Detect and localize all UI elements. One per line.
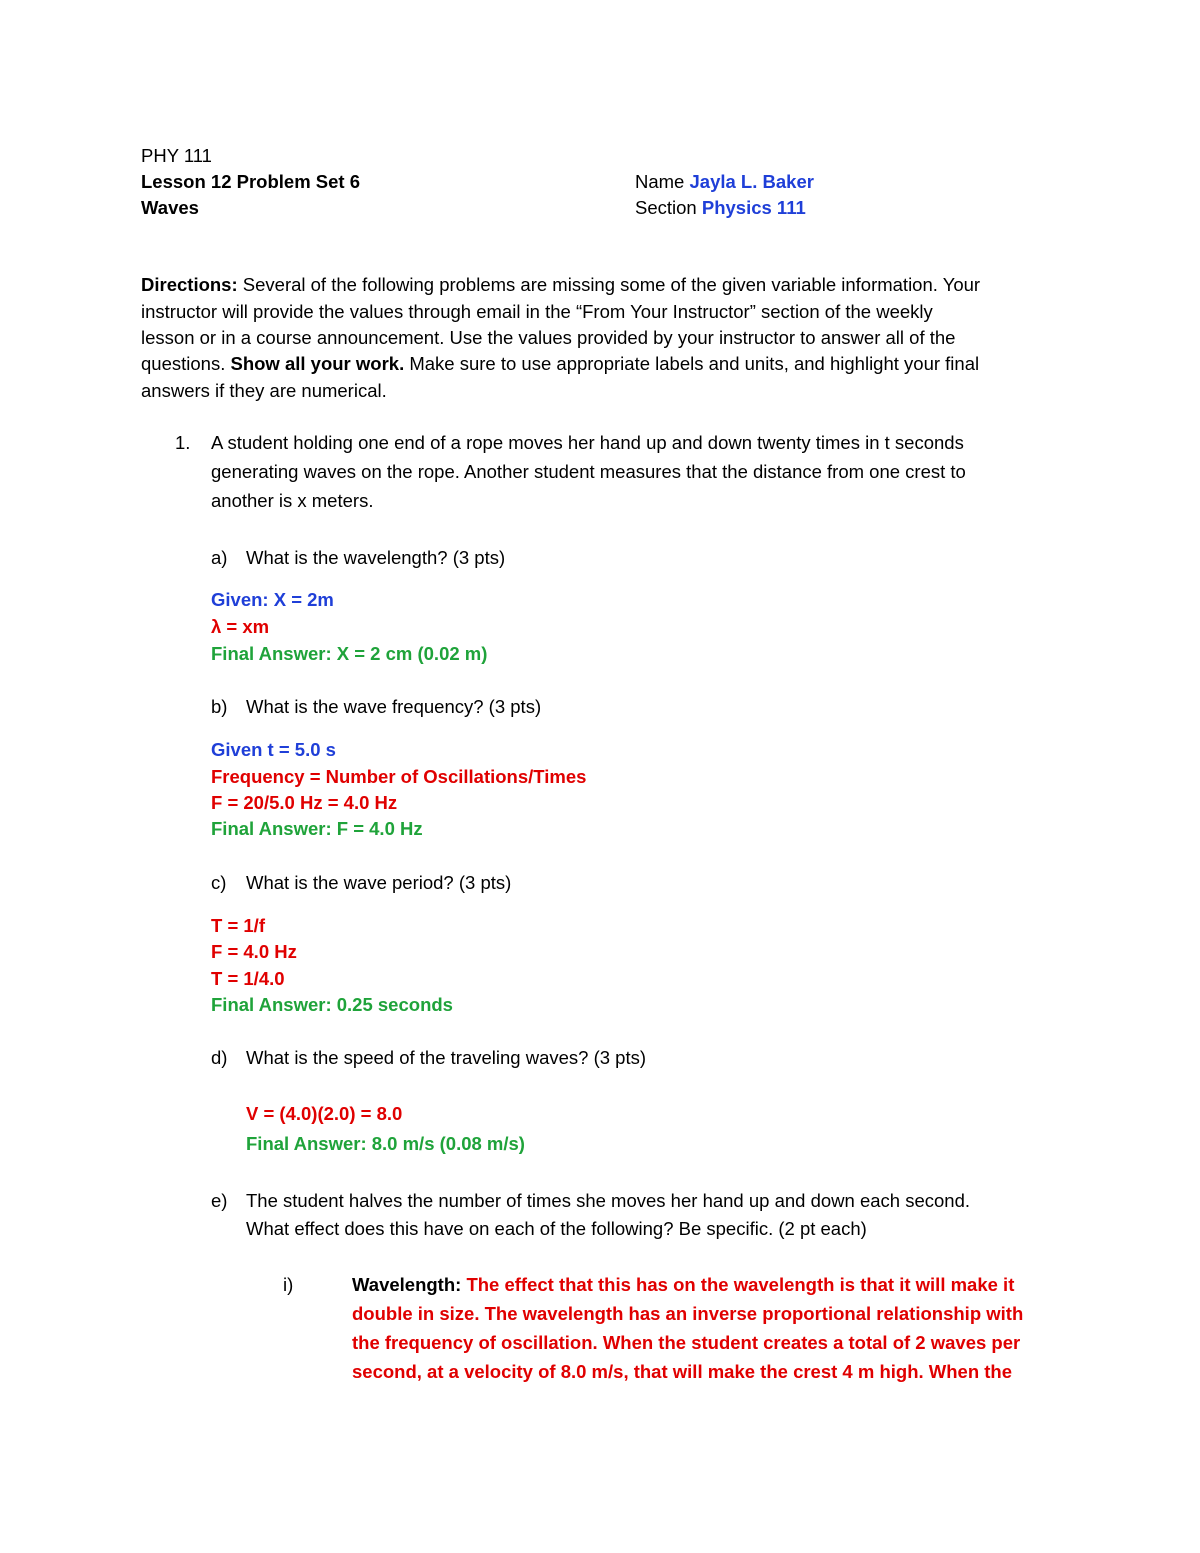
name-label: Name — [635, 171, 685, 192]
part-d-calc: V = (4.0)(2.0) = 8.0 — [246, 1103, 403, 1124]
part-e-i-line-1: Wavelength: The effect that this has on the wavelength is that it will make it — [352, 1274, 1015, 1295]
part-a-label: a) — [211, 547, 228, 568]
part-e-i-line-3: the frequency of oscillation. When the student creates a total of 2 waves per — [352, 1332, 1021, 1353]
part-e-i-label: i) — [283, 1274, 294, 1295]
wavelength-term: Wavelength — [352, 1274, 456, 1295]
directions-line-4: questions. Show all your work. Make sure to use appropriate labels and units, and highlight your final — [141, 353, 980, 374]
part-a-question: What is the wavelength? (3 pts) — [246, 547, 506, 568]
part-a-lambda: λ = xm — [211, 616, 270, 637]
section-row — [635, 197, 806, 219]
part-c-label: c) — [211, 872, 227, 893]
part-d-question: What is the speed of the traveling waves? (3 pts) — [246, 1047, 647, 1068]
part-e-text-2: What effect does this have on each of the following? Be specific. (2 pt each) — [246, 1218, 867, 1239]
part-b-formula: Frequency = Number of Oscillations/Times — [211, 766, 587, 787]
part-e-i-line-4: second, at a velocity of 8.0 m/s, that will make the crest 4 m high. When the — [352, 1361, 1013, 1382]
part-b-label: b) — [211, 696, 228, 717]
part-e-i-line-2: double in size. The wavelength has an inverse proportional relationship with — [352, 1303, 1024, 1324]
part-d-final-answer: Final Answer: 8.0 m/s (0.08 m/s) — [246, 1133, 525, 1154]
directions-line-1 — [141, 274, 980, 296]
part-e-label: e) — [211, 1190, 228, 1211]
question-number: 1. — [175, 432, 191, 453]
question-text-3: another is x meters. — [211, 490, 374, 511]
part-b-given: Given t = 5.0 s — [211, 739, 336, 760]
part-e-text-1: The student halves the number of times she moves her hand up and down each second. — [246, 1190, 971, 1211]
part-c-question: What is the wave period? (3 pts) — [246, 872, 512, 893]
topic-title: Waves — [141, 197, 199, 218]
part-c-line-1: T = 1/f — [211, 915, 265, 936]
name-value: Jayla L. Baker — [689, 171, 814, 192]
part-c-final-answer: Final Answer: 0.25 seconds — [211, 994, 453, 1015]
directions-label: Directions: — [141, 274, 238, 295]
part-a-given: Given: X = 2m — [211, 589, 334, 610]
part-b-final-answer: Final Answer: F = 4.0 Hz — [211, 818, 423, 839]
section-label: Section — [635, 197, 697, 218]
part-b-calc: F = 20/5.0 Hz = 4.0 Hz — [211, 792, 398, 813]
part-a-final-answer: Final Answer: X = 2 cm (0.02 m) — [211, 643, 488, 664]
part-c-line-3: T = 1/4.0 — [211, 968, 285, 989]
directions-line-5: answers if they are numerical. — [141, 380, 387, 401]
section-value: Physics 111 — [701, 197, 806, 218]
course-title: PHY 111 — [141, 145, 212, 166]
question-text-1: A student holding one end of a rope moves her hand up and down twenty times in t seconds — [211, 432, 964, 453]
directions-line-3: lesson or in a course announcement. Use the values provided by your instructor to answer all of the — [141, 327, 956, 348]
show-work-emphasis: Show all your work. — [230, 353, 405, 374]
name-row — [635, 171, 814, 193]
part-c-line-2: F = 4.0 Hz — [211, 941, 297, 962]
lambda-symbol: λ — [211, 616, 222, 637]
question-text-2: generating waves on the rope. Another student measures that the distance from one crest to — [211, 461, 966, 482]
part-d-label: d) — [211, 1047, 228, 1068]
part-b-question: What is the wave frequency? (3 pts) — [246, 696, 542, 717]
lesson-title: Lesson 12 Problem Set 6 — [141, 171, 361, 192]
directions-text-1: Several of the following problems are missing some of the given variable information. Your — [237, 274, 981, 295]
directions-line-2: instructor will provide the values through email in the “From Your Instructor” section of the weekly — [141, 301, 933, 322]
